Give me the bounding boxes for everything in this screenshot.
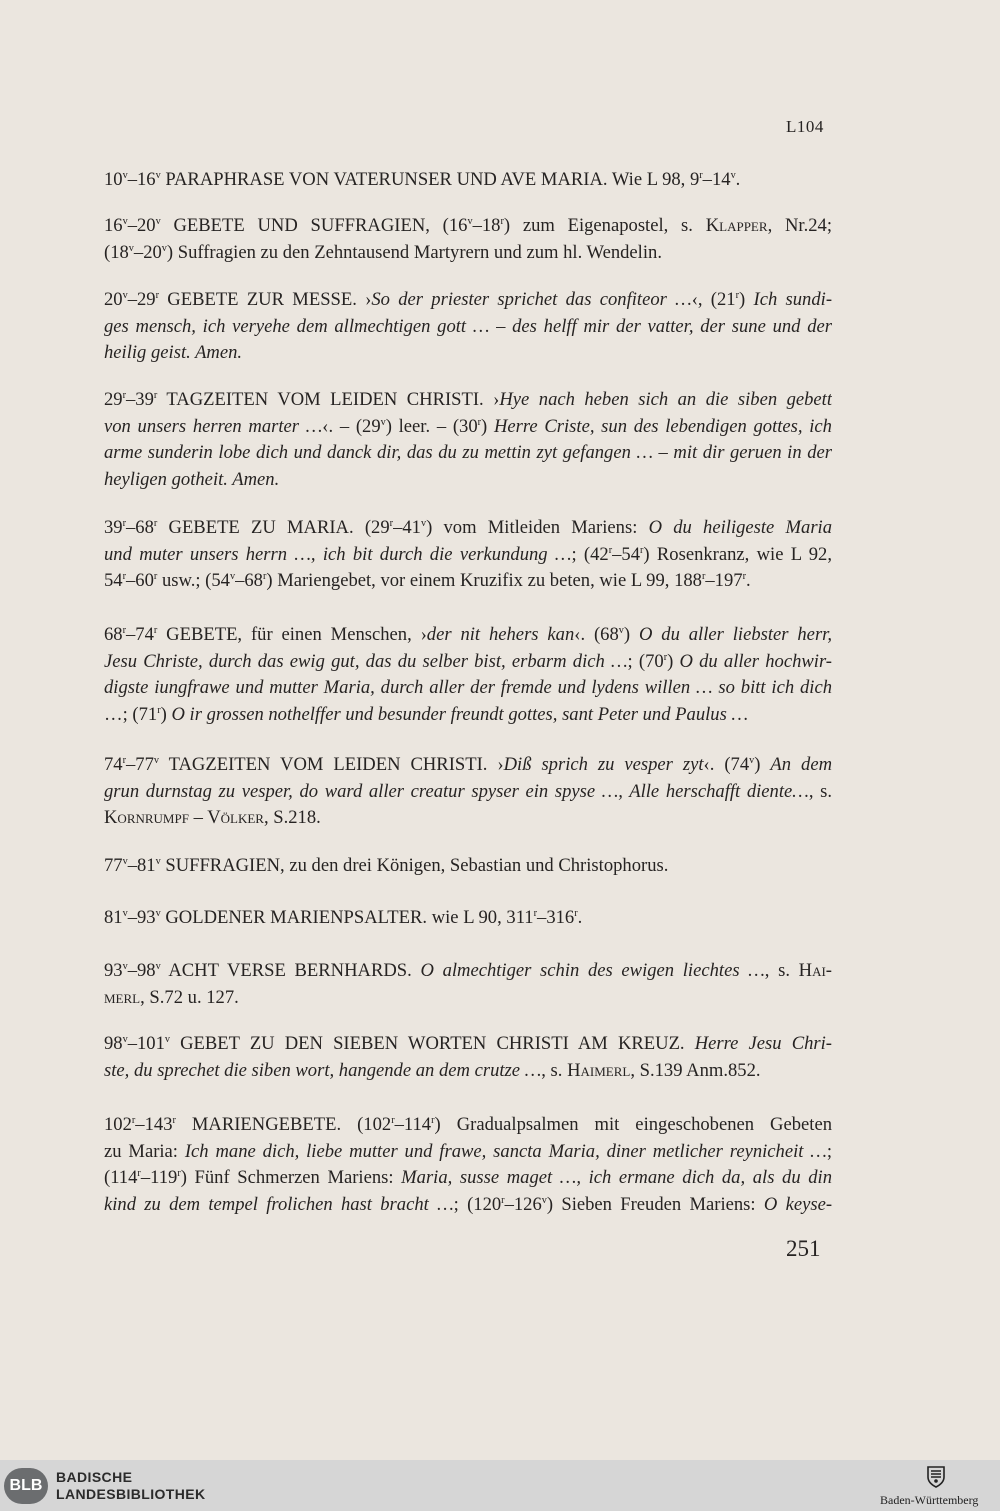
header-code: L104 (786, 117, 824, 136)
library-name[interactable] (56, 1469, 206, 1503)
entry-line: von unsers herren marter …‹. – (29$^v$) leer. – (30$^r$) Herre Criste, sun des lebendigen gottes, ich (104, 415, 832, 437)
entry (104, 387, 832, 493)
entry-line: (18$^v$–20$^v$) Suffragien zu den Zehntausend Martyrern und zum hl. Wendelin. (104, 241, 662, 263)
entry (104, 287, 832, 367)
entry-line: 68$^r$–74$^r$ GEBETE, für einen Menschen, ›der nit hehers kan‹. (68$^v$) O du aller liebster herr, (104, 624, 832, 645)
entry (104, 213, 832, 266)
entry-line: heyligen gotheit. Amen. (104, 468, 280, 490)
library-name-line1: BADISCHE (56, 1469, 133, 1485)
blb-logo[interactable]: BLB (4, 1468, 48, 1504)
region-label: Baden-Württemberg (880, 1493, 979, 1507)
entry-line: digste iungfrawe und mutter Maria, durch aller der fremde und lydens willen … so bitt ich dich (104, 677, 832, 698)
entry (104, 515, 832, 595)
entry (104, 1112, 832, 1218)
entry-line: arme sunderin lobe dich und danck dir, das du zu mettin zyt gefangen … – mit dir geruen in der (104, 442, 832, 463)
entry-line: 74$^r$–77$^v$ TAGZEITEN VOM LEIDEN CHRISTI. ›Diß sprich zu vesper zyt‹. (74$^v$) An dem (104, 754, 832, 775)
entry (104, 622, 832, 728)
entry-line: 20$^v$–29$^r$ GEBETE ZUR MESSE. ›So der priester sprichet das confiteor …‹, (21$^r$) Ich sundi- (104, 289, 832, 310)
entry-line: 39$^r$–68$^r$ GEBETE ZU MARIA. (29$^r$–41$^v$) vom Mitleiden Mariens: O du heiligeste Maria (104, 517, 832, 538)
entry-line: heilig geist. Amen. (104, 342, 243, 363)
entry (104, 905, 832, 932)
baden-wuerttemberg-crest-icon (924, 1464, 948, 1488)
entry-line: 98$^v$–101$^v$ GEBET ZU DEN SIEBEN WORTEN CHRISTI AM KREUZ. Herre Jesu Chri- (104, 1033, 832, 1054)
entry-line: Jesu Christe, durch das ewig gut, das du selber bist, erbarm dich …; (70$^r$) O du aller hochwir- (104, 650, 832, 672)
entry-line: und muter unsers herrn …, ich bit durch die verkundung …; (42$^r$–54$^r$) Rosenkranz, wie L 92, (104, 543, 832, 565)
entry (104, 853, 832, 880)
entry-line: 81$^v$–93$^v$ GOLDENER MARIENPSALTER. wie L 90, 311$^r$–316$^r$. (104, 907, 583, 928)
entry-line: 29$^r$–39$^r$ TAGZEITEN VOM LEIDEN CHRISTI. ›Hye nach heben sich an die siben gebett (104, 389, 832, 410)
footer-bar (0, 1460, 1000, 1511)
entry-line: 93$^v$–98$^v$ ACHT VERSE BERNHARDS. O almechtiger schin des ewigen liechtes …, s. Hai- (104, 960, 832, 981)
entry-line: merl, S.72 u. 127. (104, 986, 239, 1008)
entry (104, 167, 832, 194)
entry (104, 752, 832, 832)
library-name-line2: LANDESBIBLIOTHEK (56, 1486, 206, 1502)
entry (104, 1031, 832, 1084)
entry-line: 77$^v$–81$^v$ SUFFRAGIEN, zu den drei Königen, Sebastian und Christophorus. (104, 855, 669, 876)
entry-line: zu Maria: Ich mane dich, liebe mutter und frawe, sancta Maria, diner metlicher reynicheit …; (104, 1140, 832, 1162)
entry-line: 16$^v$–20$^v$ GEBETE UND SUFFRAGIEN, (16$^v$–18$^r$) zum Eigenapostel, s. Klapper, Nr.24; (104, 215, 832, 236)
entry-line: (114$^r$–119$^r$) Fünf Schmerzen Mariens: Maria, susse maget …, ich ermane dich da, als du din (104, 1167, 832, 1188)
entry-line: kind zu dem tempel frolichen hast bracht …; (120$^r$–126$^v$) Sieben Freuden Mariens: O keyse- (104, 1193, 832, 1215)
entry (104, 958, 832, 1011)
entry-line: ste, du sprechet die siben wort, hangende an dem crutze …, s. Haimerl, S.139 Anm.852. (104, 1059, 761, 1081)
page-number: 251 (786, 1236, 821, 1261)
entry-line: 102$^r$–143$^r$ MARIENGEBETE. (102$^r$–114$^r$) Gradualpsalmen mit eingeschobenen Gebeten (104, 1114, 832, 1135)
entry-line: 10$^v$–16$^v$ PARAPHRASE VON VATERUNSER UND AVE MARIA. Wie L 98, 9$^r$–14$^v$. (104, 169, 741, 190)
entry-line: grun durnstag zu vesper, do ward aller creatur spyser ein spyse …, Alle herschafft diente…, s. (104, 780, 832, 802)
entry-line: Kornrumpf – Völker, S.218. (104, 807, 321, 828)
entry-line: ges mensch, ich veryehe dem allmechtigen gott … – des helff mir der vatter, der sune und der (104, 315, 832, 337)
entry-line: 54$^r$–60$^r$ usw.; (54$^v$–68$^r$) Mariengebet, vor einem Kruzifix zu beten, wie L 99, 188$^r$–197$^r$. (104, 570, 751, 591)
entry-line: …; (71$^r$) O ir grossen nothelffer und besunder freundt gottes, sant Peter und Paulus … (104, 703, 748, 725)
